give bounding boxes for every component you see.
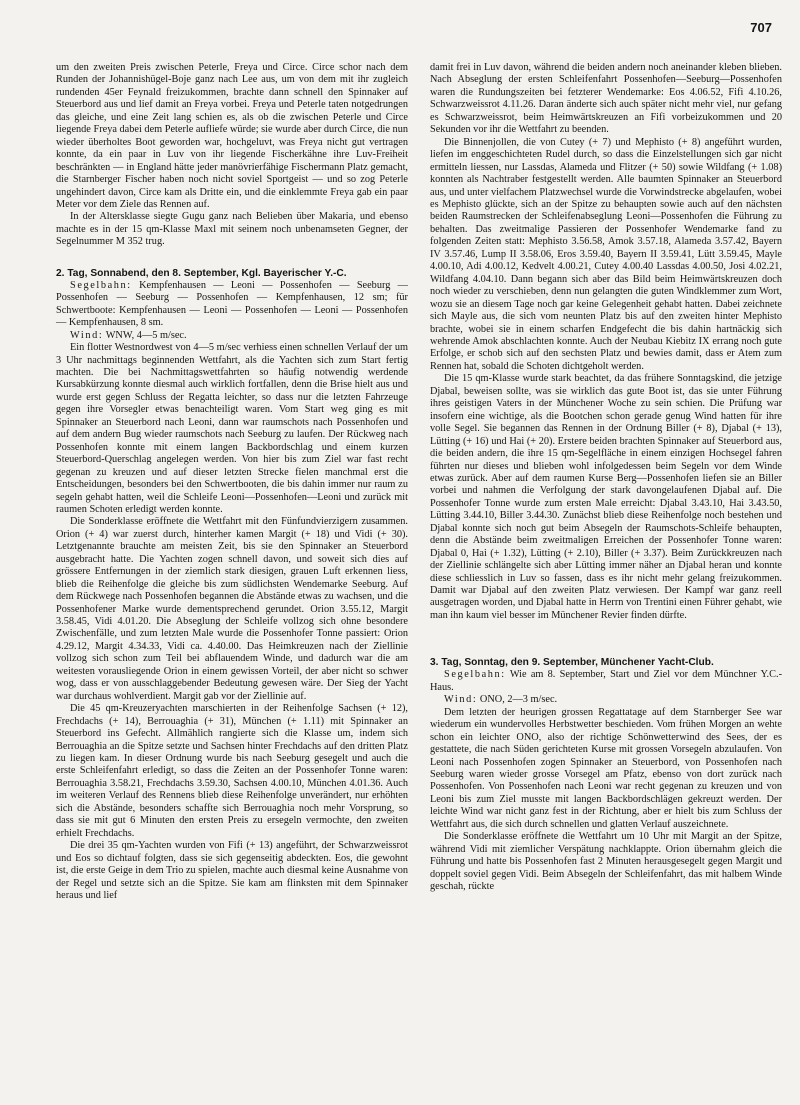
page-number: 707 <box>750 20 772 35</box>
course-text: Wie am 8. September, Start und Ziel vor dem Münchner Y.C.-Haus. <box>430 669 783 693</box>
course-label: Segelbahn: <box>444 669 506 681</box>
course-info <box>56 280 408 330</box>
paragraph: Die Sonderklasse eröffnete die Wettfahrt um 10 Uhr mit Margit an der Spitze, während Vidi mit ziemlicher Verspätung nachklappte. Orion übernahm gleich die Führung und hatte bis Possenhofen fast 2 Minuten herausgesegelt gegen Margit und doppelt soviel gegen Vidi. Beim Absegeln der Schleifenfahrt, das mit halbem Winde geschah, rückte <box>430 831 782 893</box>
section-heading: 3. Tag, Sonntag, den 9. September, Münchener Yacht-Club. <box>430 657 714 669</box>
wind-info <box>430 694 782 706</box>
paragraph: Die drei 35 qm-Yachten wurden von Fifi (+ 13) angeführt, der Schwarzweissrot und Eos so dichtauf folgten, dass sie sich gegenseitig abdeckten. Eos, die gewohnt ist, die erste Geige in dem Trio zu spielen, machte auch diesmal keine Ausnahme von der Regel und setzte sich an die Spitze. Sie kam am flinksten mit dem Spinnaker heraus und lief <box>56 840 408 901</box>
section-heading: 2. Tag, Sonnabend, den 8. September, Kgl. Bayerischer Y.-C. <box>56 267 347 279</box>
wind-text: WNW, 4—5 m/sec. <box>105 329 187 341</box>
right-column <box>430 62 782 894</box>
paragraph: um den zweiten Preis zwischen Peterle, Freya und Circe. Circe schor nach dem Runden der Johannishügel-Boje ganz nach Lee aus, um von dem mit ihr zugleich rundenden 45er Feynald freizukommen, brachte dann schnell den Spinnaker auf Steuerbord aus und lief damit an Freya vorbei. Freya und Peterle taten notgedrungen das gleiche, und eine Zeit lang schien es, als ob die zwischen Peterle und Circe liegende Freya dabei dem Peterle aufliefe würde; sie wurde aber durch Circe, die nun wieder überholtes Boot geworden war, hochgeluvt, was Freya nicht gut vertragen konnte, da ein paar in Luv von ihr liegende Fischerkähne ihre Luv-Freiheit beschränkten — in England hätte jeder manövrierfähige Fischermann Platz gemacht, die Starnberger Fischer haben noch nicht soviel Sportgeist — und so zog Peterle ungehindert davon, Circe kam als Dritte ein, und die einklemmte Freya gab ein paar Meter vor dem Ziele das Rennen auf. <box>56 62 408 210</box>
course-text: Kempfenhausen — Leoni — Possenhofen — Seeburg — Possenhofen — Seeburg — Possenhofen — Kempfenhausen, 12 sm; für Schwertboote: Kempfenhausen — Leoni — Possenhofen — Leoni — Possenhofen — Kempfenhausen, 8 sm. <box>56 279 408 329</box>
wind-info <box>56 330 408 342</box>
wind-label: Wind: <box>70 329 104 341</box>
paragraph: Dem letzten der heurigen grossen Regattatage auf dem Starnberger See war wiederum ein wundervolles Herbstwetter beschieden. Vom frühen Morgen an wehte schon ein leichter ONO, also der richtige Schönwetterwind des Sees, der es gestattete, die nach Süden gerichteten Kurse mit grossen Vorsegeln abzulaufen. Von Leoni nach Possenhofen zogen Spinnaker an Steuerbord, von Possenhofen nach Seeburg waren wieder grosse Vorsegel am Pfatz, ebenso von dort zurück nach Possenhofen. Von Possenhofen nach Leoni war recht gegenan zu kreuzen und von Leoni bis zum Ziel musste mit langen Backbordschlägen gekreuzt werden. Der leichte Wind war nicht ganz fest in der Richtung, aber er hielt bis zum Schluss der Wettfahrt aus, die sich durch schnellen und glatten Verlauf auszeichnete. <box>430 706 782 830</box>
left-column <box>56 62 408 902</box>
paragraph: In der Altersklasse siegte Gugu ganz nach Belieben über Makaria, und ebenso machte es in der 15 qm-Klasse Maxl mit seinem noch unbenamseten Gegner, der Segelnummer M 352 trug. <box>56 211 408 248</box>
course-info <box>430 669 782 694</box>
paragraph: Ein flotter Westnordwest von 4—5 m/sec verhiess einen schnellen Verlauf der um 3 Uhr nachmittags beginnenden Wettfahrt, als die Yachten sich zum Start fertig machten. Die bei Nachmittagswettfahrten so häufig notwendig werdende Kursabkürzung konnte diesmal auch wirklich fortfallen, denn die Brise hielt aus und wurde erst gegen Schluss der Regatta leichter, so dass nur die letzten Fahrzeuge gegen ihre Vorsegler etwas benachteiligt waren. Vom Start weg ging es mit Spinnaker an Steuerbord nach Leoni, dann war raumschots nach Possenhofen und auf dem andern Bug wieder raumschots nach Seeburg zu laufen. Der Rückweg nach Possenhofen konnte mit einem langen Backbordschlag und einem kurzen Steuerbord-Querschlag angelegen werden. Von hier bis zum Ziel war fast recht gegenan zu kreuzen und auf dieser letzten Strecke fielen manchmal erst die Entscheidungen, besonders bei den Schwertbooten, die bis dahin immer nur raum zu segeln gehabt hatten, weil die Schleife Leoni—Possenhofen—Leoni und zurück mit raumen Schoten erledigt werden konnte. <box>56 342 408 515</box>
paragraph: Die Binnenjollen, die von Cutey (+ 7) und Mephisto (+ 8) angeführt wurden, liefen im enggeschichteten Rudel durch, so dass die Einzelstellungen sich gar nicht ermitteln liessen, nur Lassdas, Alameda und Flitzer (+ 50) sowie Wildfang (+ 1.08) konnten als Nachtraber festgestellt werden. Alle baumten Spinnaker an Steuerbord aus, und unter vielfachem Platzwechsel wurde die Vorwindstrecke abgelaufen, wobei es Mephisto glückte, sich an der Spitze zu behaupten sowie auch auf den nächsten beiden Raumstrecken der Schleifenabseglung Leoni—Possenhofen die Führung zu behalten. Das zweitmalige Passieren der Possenhofer Wendemarke fand zu folgenden Zeiten statt: Mephisto 3.56.58, Amok 3.57.18, Alameda 3.57.42, Bayern IV 3.57.46, Lump II 3.58.06, Eros 3.59.40, Bayern II 3.59.41, Lütt 3.59.45, Mayle 4.00.10, Adi 4.00.12, Kedvelt 4.00.21, Cutey 4.00.40 Lassdas 4.00.50, Josi 4.02.21, Wildfang 4.04.10. Dann begann sich aber das Bild beim Heimwärtskreuzen doch noch wieder zu verschieben, denn nun gelangten die guten Windklemmer zum Wort, wozu sie an diesem Tage noch gar keine Gelegenheit gehabt hatten. Dabei zeichnete sich Mayle aus, die sich vom neunten Platz bis auf den zweiten hinter Mephisto brachte, wobei sie in einem scharfen Endgefecht die bis dahin hartnäckig sich wehrende Amok abschlachten konnte. Auch der Neubau Kiebitz IX errang noch gute Erfolge, er schob sich auf den sechsten Platz und bewies damit, dass er Atem zum Rennen hat, sobald die Schoten dichtgeholt werden. <box>430 136 782 372</box>
paragraph: damit frei in Luv davon, während die beiden andern noch aneinander kleben blieben. Nach Abseglung der ersten Schleifenfahrt Possenhofen—Seeburg—Possenhofen waren die Rundungszeiten bei fetzterer Wendemarke: Eos 4.06.52, Fifi 4.10.26, Schwarzweissrot 4.11.26. Daran änderte sich auch später nicht mehr viel, nur gefang es Schwarzweissrot, beim Heimwärtskreuzen an Fifi vorbeizukommen und 20 Sekunden vor ihr die Wettfahrt zu beenden. <box>430 62 782 136</box>
paragraph: Die Sonderklasse eröffnete die Wettfahrt mit den Fünfundvierzigern zusammen. Orion (+ 4) war zuerst durch, hinterher kamen Margit (+ 18) und Vidi (+ 30). Letztgenannte brauchte am meisten Zeit, bis sie den Spinnaker an Steuerbord ausgebracht hatte. Die Yachten zogen schnell davon, und soweit sich dies auf grössere Entfernungen in der ziemlich stark diesigen, grauen Luft erkennen liess, blieb die Reihenfolge die gleiche bis zum südlichsten Wendemarke Seeburg. Auf dem Rückwege nach Possenhofen begannen die Abstände etwas zu wachsen, und die Possenhofener Marke wurde dementsprechend gerundet. Orion 3.55.12, Margit 3.58.45, Vidi 4.01.20. Die Abseglung der Schleife vollzog sich ohne besondere Zwischenfälle, und zum letzten Male wurde die Possenhofer Tonne passiert: Orion 4.29.12, Margit 4.34.33, Vidi ca. 4.40.00. Das Heimkreuzen nach der Ziellinie vollzog sich schon zum Teil bei abflauendem Winde, und dadurch war die am weitesten vorausliegende Orion in einem gewissen Vorteil, der aber nicht so schwer wog, dass er von ausschlaggebender Bedeutung gewesen wäre. Der Sieg der Yacht war durchaus wohlverdient. Margit gab vor der Ziellinie auf. <box>56 516 408 702</box>
wind-text: ONO, 2—3 m/sec. <box>479 694 558 706</box>
paragraph: Die 15 qm-Klasse wurde stark beachtet, da das frühere Sonntagskind, die jetzige Djabal, beweisen sollte, was sie wirklich das gute Boot ist, das sie unter Führung ihres geistigen Vaters in der Münchener Woche zu sein schien. Die Prüfung war insofern eine wichtige, als die Bootchen schon gerade genug Wind hatten für ihre volle Segel. Sie begannen das Rennen in der Ordnung Biller (+ 8), Djabal (+ 13), Lütting (+ 16) und Hai (+ 20). Erstere beiden brachten Spinnaker auf Steuerbord aus, die beiden andern, die ihre 15 qm-Segelfläche in einem einzigen Hochsegel fahren führten nur dieses und blieben wohl infolgedessen beim Segeln vor dem Winde etwas zurück. Aber auf dem raumen Kurse Berg—Possenhofen liefen sie an Biller vorbei und nahmen die Verfolgung der stark davongelaufenen Djabal auf. Die Possenhofer Tonne wurde zum ersten Male erreicht: Djabal 3.43.10, Hai 3.43.50, Lütting 3.44.10, Biller 3.44.30. Zunächst blieb diese Reihenfolge noch bestehen und Djabal konnte sich noch gut beim Absegeln der Raumschots-Schleife behaupten, denn die Abstände beim zweitmaligen Erreichen der Possenhofer Tonne waren: Djabal 0, Hai (+ 1.32), Lütting (+ 2.10), Biller (+ 3.37). Beim Zurückkreuzen nach der Ziellinie schlängelte sich aber Lütting immer näher an Djabal heran und konnte diese schliesslich in Luv so fassen, dass es ihr nicht mehr gelang freizukommen. Damit war Djabal auf den zweiten Platz verwiesen. Der Kampf war ganz reell ausgetragen worden, und Djabal hatte in Herrn von Trentini einen Führer gehabt, wie man ihn kaum viel besser im Münchener Revier finden dürfte. <box>430 373 782 621</box>
course-label: Segelbahn: <box>70 279 132 291</box>
paragraph: Die 45 qm-Kreuzeryachten marschierten in der Reihenfolge Sachsen (+ 12), Frechdachs (+ 14), Berrouaghia (+ 31), München (+ 1.11) mit Spinnaker an Steuerbord ins Gefecht. Allmählich rangierte sich die Klasse um, indem sich Berrouaghia an die Spitze setzte und Sachsen hinter Frechdachs auf den dritten Platz zu liegen kam. In dieser Ordnung wurde bis nach Seeburg gesegelt und auch die erste Schleifenfahrt erledigt, so dass die Zeiten an der Possenhofer Tonne waren: Berrouaghia 3.58.21, Frechdachs 3.59.30, Sachsen 4.00.10, München 4.01.36. Auch im weiteren Verlauf des Rennens blieb diese Reihenfolge unverändert, nur erhöhten sich die Abstände, besonders schaffte sich Berrouaghia noch mehr Vorsprung, so dass sie mit gut 6 Minuten den ersten Preis zu ersegeln vermochte, den zweiten erhielt Frechdachs. <box>56 703 408 839</box>
wind-label: Wind: <box>444 694 478 706</box>
